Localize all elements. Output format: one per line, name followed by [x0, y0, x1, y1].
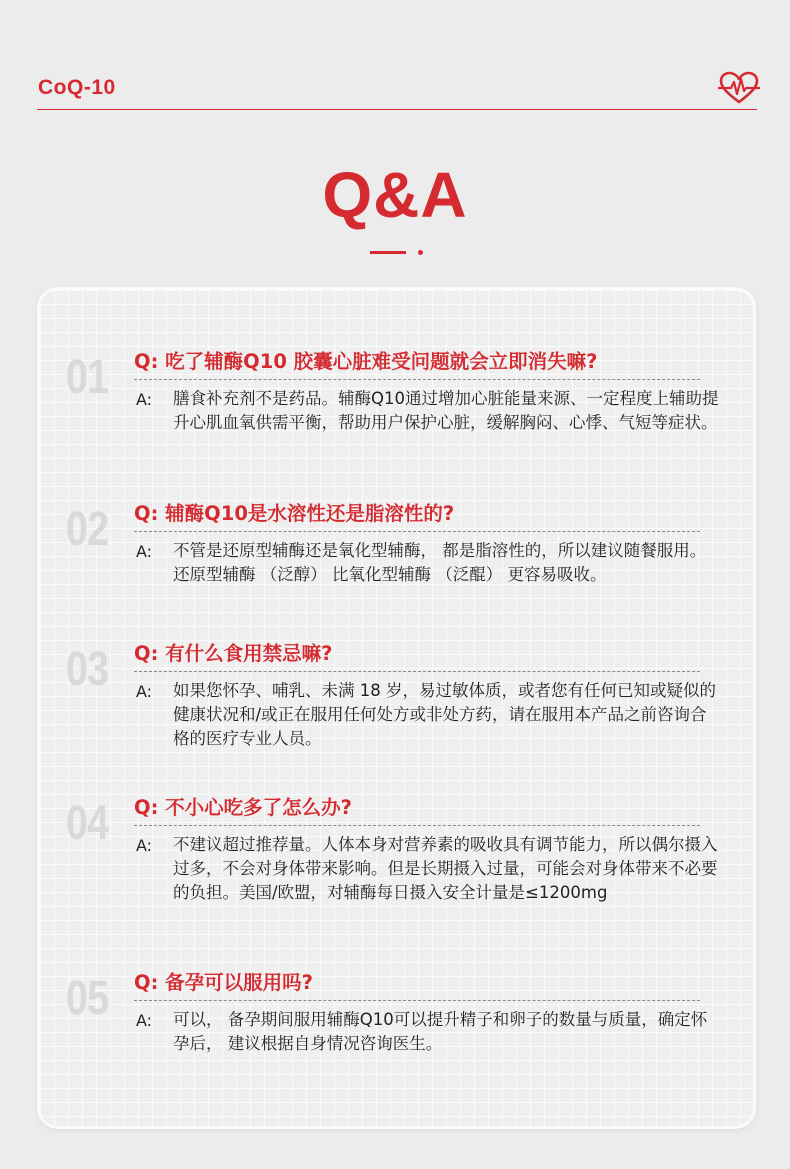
- qa-number: 01: [66, 351, 109, 404]
- qa-number: 02: [66, 503, 109, 556]
- title-dot: [418, 250, 423, 255]
- qa-question: Q: 备孕可以服用吗?: [134, 971, 313, 994]
- qa-number: 05: [66, 972, 109, 1025]
- qa-answer: 不建议超过推荐量。人体本身对营养素的吸收具有调节能力，所以偶尔摄入过多，不会对身体带来影响。但是长期摄入过量，可能会对身体带来不必要的负担。美国/欧盟，对辅酶每日摄入安全计量是≤1200mg: [173, 835, 718, 902]
- heart-pulse-icon: [718, 71, 760, 105]
- qa-answer: 如果您怀孕、哺乳、未满 18 岁，易过敏体质，或者您有任何已知或疑似的健康状况和/或正在服用任何处方或非处方药，请在服用本产品之前咨询合格的医疗专业人员。: [173, 681, 716, 748]
- page-title: Q&A: [322, 159, 468, 231]
- answer-label: A:: [136, 1011, 153, 1030]
- qa-question: Q: 辅酶Q10是水溶性还是脂溶性的?: [134, 502, 455, 525]
- title-underline: [370, 251, 406, 254]
- dashed-divider: [134, 671, 700, 672]
- qa-question: Q: 有什么食用禁忌嘛?: [134, 642, 333, 665]
- dashed-divider: [134, 531, 700, 532]
- qa-answer: 可以， 备孕期间服用辅酶Q10可以提升精子和卵子的数量与质量，确定怀孕后， 建议根据自身情况咨询医生。: [173, 1010, 708, 1053]
- qa-question: Q: 不小心吃多了怎么办?: [134, 796, 352, 819]
- qa-number: 03: [66, 643, 109, 696]
- header-divider: [37, 109, 757, 110]
- answer-label: A:: [136, 836, 153, 855]
- brand-label: CoQ-10: [38, 76, 116, 99]
- answer-label: A:: [136, 682, 153, 701]
- dashed-divider: [134, 1000, 700, 1001]
- answer-label: A:: [136, 542, 153, 561]
- qa-answer: 不管是还原型辅酶还是氧化型辅酶， 都是脂溶性的，所以建议随餐服用。还原型辅酶 （泛醇） 比氧化型辅酶 （泛醌） 更容易吸收。: [173, 541, 707, 584]
- dashed-divider: [134, 379, 700, 380]
- answer-label: A:: [136, 390, 153, 409]
- qa-answer: 膳食补充剂不是药品。辅酶Q10通过增加心脏能量来源、一定程度上辅助提升心肌血氧供需平衡，帮助用户保护心脏，缓解胸闷、心悸、气短等症状。: [173, 389, 719, 432]
- qa-number: 04: [66, 797, 109, 850]
- qa-question: Q: 吃了辅酶Q10 胶囊心脏难受问题就会立即消失嘛?: [134, 350, 598, 373]
- dashed-divider: [134, 825, 700, 826]
